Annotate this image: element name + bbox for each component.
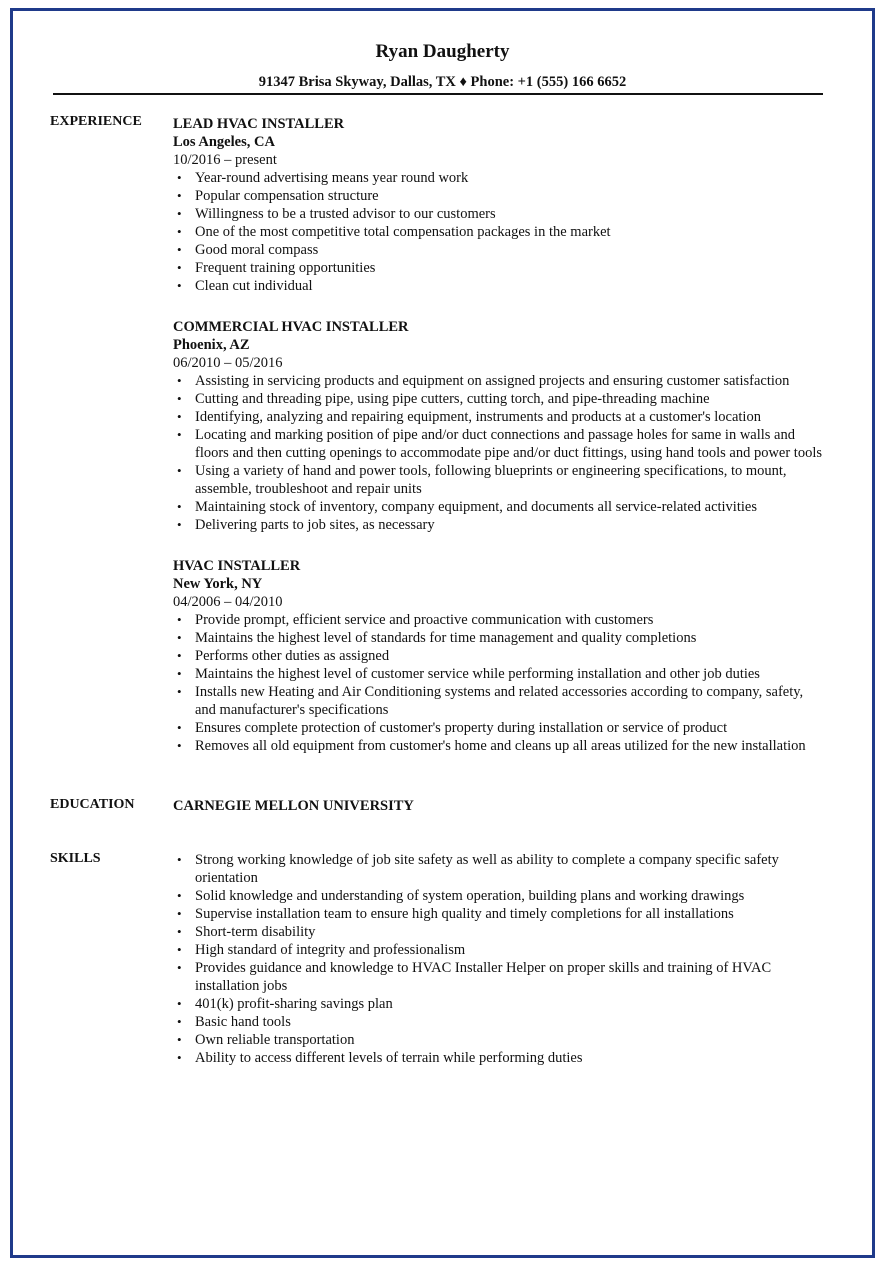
list-item: • Provide prompt, efficient service and proactive communication with customers	[195, 611, 823, 629]
job-bullets	[173, 611, 823, 755]
skills-list	[173, 851, 823, 1067]
list-item: • High standard of integrity and professionalism	[195, 941, 823, 959]
list-item: • Using a variety of hand and power tools, following blueprints or engineering specifications, to mount, assemble, troubleshoot and repair units	[195, 462, 823, 498]
list-item: • Maintains the highest level of customer service while performing installation and other job duties	[195, 665, 823, 683]
header-divider	[53, 93, 823, 95]
education-label: EDUCATION	[50, 797, 135, 812]
list-item: • Ability to access different levels of terrain while performing duties	[195, 1049, 823, 1067]
list-item: • Willingness to be a trusted advisor to our customers	[195, 205, 823, 223]
skills-section	[173, 851, 823, 1067]
list-item: • Assisting in servicing products and equipment on assigned projects and ensuring customer satisfaction	[195, 372, 823, 390]
list-item: • Maintains the highest level of standards for time management and quality completions	[195, 629, 823, 647]
list-item: • Supervise installation team to ensure high quality and timely completions for all installations	[195, 905, 823, 923]
list-item: • Own reliable transportation	[195, 1031, 823, 1049]
list-item: • Year-round advertising means year round work	[195, 169, 823, 187]
education-section	[173, 797, 823, 815]
job-bullets	[173, 372, 823, 534]
job-location: New York, NY	[173, 576, 263, 592]
job-dates: 06/2010 – 05/2016	[173, 355, 283, 371]
experience-section	[173, 115, 823, 778]
list-item: • One of the most competitive total compensation packages in the market	[195, 223, 823, 241]
list-item: • Provides guidance and knowledge to HVAC Installer Helper on proper skills and training of HVAC installation jobs	[195, 959, 823, 995]
skills-label: SKILLS	[50, 851, 101, 866]
list-item: • Maintaining stock of inventory, company equipment, and documents all service-related activities	[195, 498, 823, 516]
list-item: • Clean cut individual	[195, 277, 823, 295]
job-dates: 04/2006 – 04/2010	[173, 594, 283, 610]
list-item: • Identifying, analyzing and repairing equipment, instruments and products at a customer's location	[195, 408, 823, 426]
contact-line: 91347 Brisa Skyway, Dallas, TX ♦ Phone: +1 (555) 166 6652	[258, 74, 627, 90]
list-item: • Performs other duties as assigned	[195, 647, 823, 665]
list-item: • Good moral compass	[195, 241, 823, 259]
list-item: • 401(k) profit-sharing savings plan	[195, 995, 823, 1013]
experience-label: EXPERIENCE	[50, 114, 142, 129]
list-item: • Cutting and threading pipe, using pipe cutters, cutting torch, and pipe-threading machine	[195, 390, 823, 408]
resume-page	[10, 8, 875, 1258]
job-title: LEAD HVAC INSTALLER	[173, 116, 345, 132]
list-item: • Short-term disability	[195, 923, 823, 941]
list-item: • Basic hand tools	[195, 1013, 823, 1031]
job-title: HVAC INSTALLER	[173, 558, 301, 574]
list-item: • Removes all old equipment from customer's home and cleans up all areas utilized for the new installation	[195, 737, 823, 755]
job-location: Phoenix, AZ	[173, 337, 250, 353]
list-item: • Installs new Heating and Air Conditioning systems and related accessories according to company, safety, and manufacturer's specifications	[195, 683, 823, 719]
job-location: Los Angeles, CA	[173, 134, 275, 150]
resume-name: Ryan Daugherty	[375, 41, 510, 62]
list-item: • Frequent training opportunities	[195, 259, 823, 277]
job-entry	[173, 318, 823, 534]
list-item: • Delivering parts to job sites, as necessary	[195, 516, 823, 534]
job-title: COMMERCIAL HVAC INSTALLER	[173, 319, 409, 335]
job-bullets	[173, 169, 823, 295]
list-item: • Locating and marking position of pipe and/or duct connections and passage holes for same in walls and floors and then cutting openings to accommodate pipe and/or duct fittings, using hand tools and power tools	[195, 426, 823, 462]
list-item: • Ensures complete protection of customer's property during installation or service of product	[195, 719, 823, 737]
job-entry	[173, 115, 823, 295]
school-name: CARNEGIE MELLON UNIVERSITY	[173, 798, 414, 814]
list-item: • Solid knowledge and understanding of system operation, building plans and working drawings	[195, 887, 823, 905]
job-dates: 10/2016 – present	[173, 152, 277, 168]
list-item: • Popular compensation structure	[195, 187, 823, 205]
list-item: • Strong working knowledge of job site safety as well as ability to complete a company specific safety orientation	[195, 851, 823, 887]
job-entry	[173, 557, 823, 755]
